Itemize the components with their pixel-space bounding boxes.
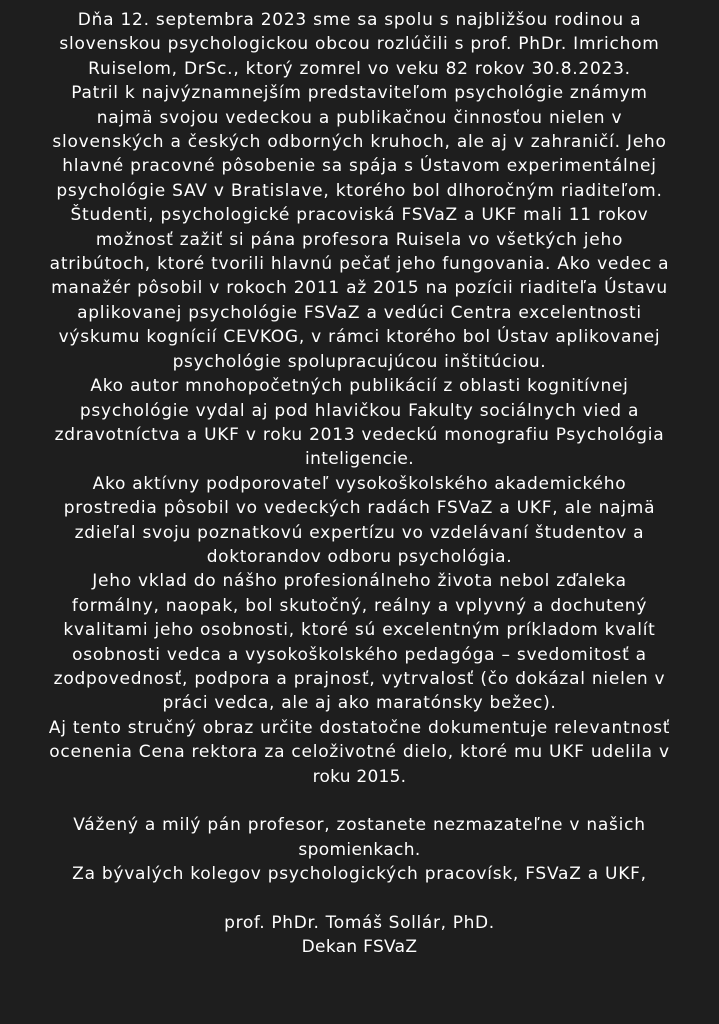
text-line: Za bývalých kolegov psychologických pracovísk, FSVaZ a UKF, [72,864,647,885]
text-line: Ako autor mnohopočetných publikácií z oblasti kognitívnej [90,376,629,397]
paragraph-publications [0,374,719,472]
paragraph-award [0,716,719,789]
text-line: možnosť zažiť si pána profesora Ruisela vo všetkých jeho [95,229,624,250]
text-line: hlavné pracovné pôsobenie sa spája s Ústavom experimentálnej [62,156,657,177]
spacer [0,887,719,911]
text-line: formálny, naopak, bol skutočný, reálny a vplyvný a dochutený [71,595,648,616]
text-line: Študenti, psychologické pracoviská FSVaZ a UKF mali 11 rokov [70,205,649,226]
text-line: najmä svojou vedeckou a publikačnou činnosťou nielen v [96,107,623,128]
text-line: psychológie vydal aj pod hlavičkou Fakulty sociálnych vied a [79,400,640,421]
spacer [0,789,719,813]
paragraph-announcement [0,8,719,81]
paragraph-personality [0,569,719,715]
signature-title: Dekan FSVaZ [301,937,418,958]
text-line: Jeho vklad do nášho profesionálneho života nebol zďaleka [92,571,627,592]
text-line: doktorandov odboru psychológia. [206,546,513,567]
text-line: Dňa 12. septembra 2023 sme sa spolu s najbližšou rodinou a [77,10,642,30]
text-line: Ako aktívny podporovateľ vysokoškolského akademického [92,473,627,494]
paragraph-ukf-years [0,203,719,374]
paragraph-academic-support [0,472,719,570]
text-line: psychológie spolupracujúcou inštitúciou. [172,351,547,372]
text-line: Aj tento stručný obraz určite dostatočne dokumentuje relevantnosť [48,717,671,738]
text-line: roku 2015. [312,766,407,787]
text-line: spomienkach. [298,839,421,860]
paragraph-career [0,81,719,203]
memorial-text [0,8,719,960]
text-line: Vážený a milý pán profesor, zostanete nezmazateľne v našich [73,815,646,836]
text-line: atribútoch, ktoré tvorili hlavnú pečať jeho fungovania. Ako vedec a [49,254,670,275]
text-line: zdieľal svoju poznatkovú expertízu vo vzdelávaní študentov a [74,522,645,543]
text-line: slovenských a českých odborných kruhoch, ale aj v zahraničí. Jeho [52,132,667,153]
text-line: výskumu kognícií CEVKOG, v rámci ktorého bol Ústav aplikovanej [58,327,661,348]
text-line: osobnosti vedca a vysokoškolského pedagóga – svedomitosť a [72,644,647,665]
text-line: psychológie SAV v Bratislave, ktorého bol dlhoročným riaditeľom. [56,180,663,201]
text-line: zdravotníctva a UKF v roku 2013 vedeckú monografiu Psychológia [54,424,665,445]
text-line: prostredia pôsobil vo vedeckých radách FSVaZ a UKF, ale najmä [63,498,656,519]
text-line: aplikovanej psychológie FSVaZ a vedúci Centra excelentnosti [77,302,642,323]
signature-block [0,911,719,960]
text-line: manažér pôsobil v rokoch 2011 až 2015 na pozícii riaditeľa Ústavu [51,278,668,299]
text-line: kvalitami jeho osobnosti, ktoré sú excelentným príkladom kvalít [63,620,656,641]
text-line: Patril k najvýznamnejším predstaviteľom psychológie známym [71,83,648,104]
text-line: Ruiselom, DrSc., ktorý zomrel vo veku 82 rokov 30.8.2023. [88,58,631,79]
text-line: zodpovednosť, podpora a prajnosť, vytrvalosť (čo dokázal nielen v [53,668,666,689]
text-line: slovenskou psychologickou obcou rozlúčili s prof. PhDr. Imrichom [59,34,660,55]
text-line: inteligencie. [304,449,415,470]
signature-name: prof. PhDr. Tomáš Sollár, PhD. [224,913,495,933]
text-line: ocenenia Cena rektora za celoživotné dielo, ktoré mu UKF udelila v [49,742,670,763]
paragraph-farewell [0,813,719,886]
text-line: práci vedca, ale aj ako maratónsky bežec). [162,693,557,714]
